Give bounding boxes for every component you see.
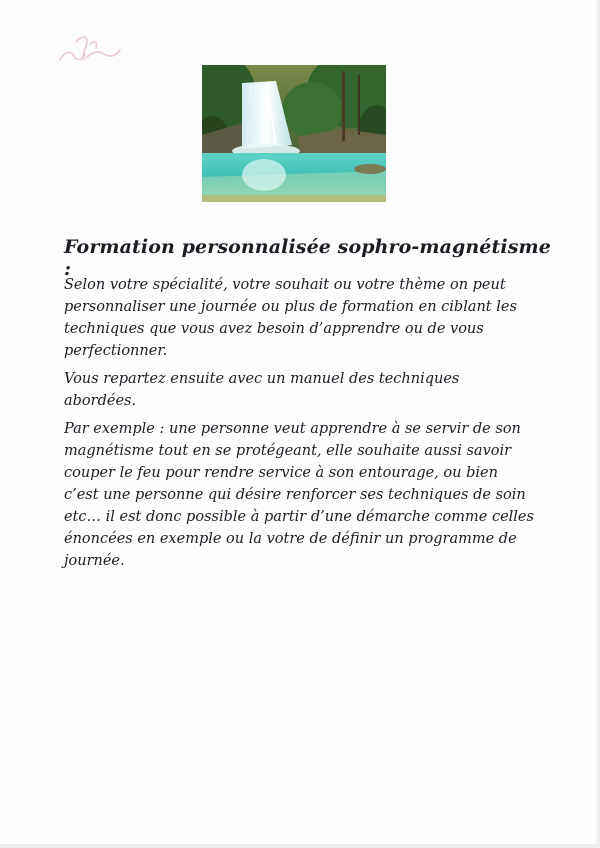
page-edge-bottom [0,844,600,848]
paragraph-personnalisation: Selon votre spécialité, votre souhait ou votre thème on peut personnaliser une journée ou plus de formation en ciblant les techniques que vous avez besoin d’apprendre ou de vous perfectionner. [64,277,517,359]
waterfall-photo [202,65,386,202]
paragraph-exemple: Par exemple : une personne veut apprendre à se servir de son magnétisme tout en se protégeant, elle souhaite aussi savoir couper le feu pour rendre service à son entourage, ou bien c’est une personne qui désire renforcer ses techniques de soin etc… il est donc possible à partir d’une démarche comme celles énoncées en exemple ou la votre de définir un programme de journée. [64,421,534,569]
page-edge-shadow [594,0,600,848]
paragraph-manuel: Vous repartez ensuite avec un manuel des techniques abordées. [64,371,460,409]
hand-heart-logo-icon [52,30,124,70]
page-title: Formation personnalisée sophro-magnétisme : [64,236,551,280]
